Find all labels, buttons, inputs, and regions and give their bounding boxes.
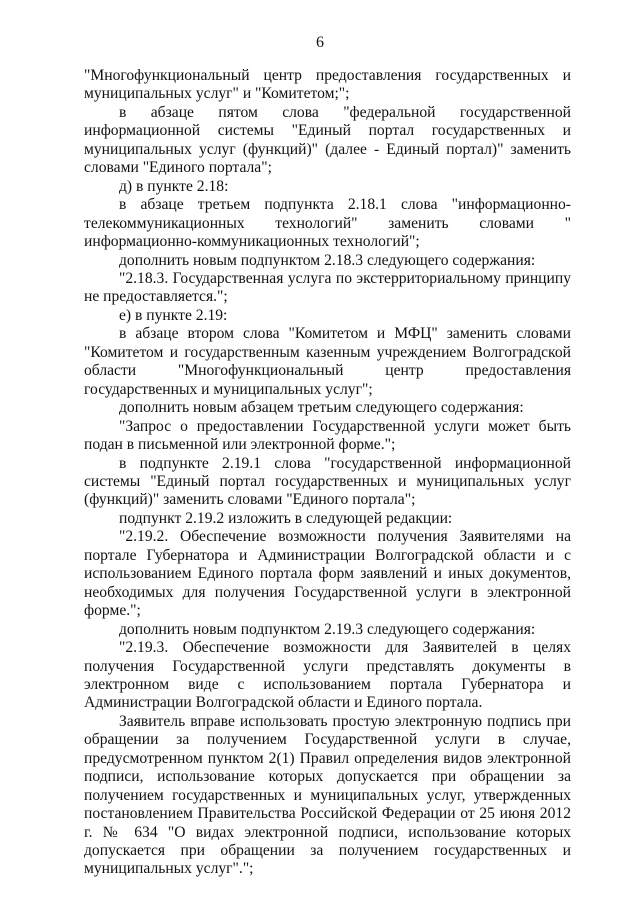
- paragraph-1: "Многофункциональный центр предоставления государственных и муниципальных услуг" и "Комитетом;";: [84, 67, 571, 103]
- paragraph-16: Заявитель вправе использовать простую электронную подпись при обращении за получением Государственной услуги в случае, предусмотренном пунктом 2(1) Правил определения видов электронной подписи, использование которых допускается при обращении за получением государственных и муниципальных услуг, утвержденных постановлением Правительства Российской Федерации от 25 июня 2012 г. № 634 "О видах электронной подписи, использование которых допускается при обращении за получением государственных и муниципальных услуг".";: [84, 712, 571, 878]
- paragraph-2: в абзаце пятом слова "федеральной государственной информационной системы "Единый портал государственных и муниципальных услуг (функций)" (далее - Единый портал)" заменить словами "Единого портала";: [84, 103, 571, 177]
- paragraph-7: е) в пункте 2.19:: [119, 306, 228, 324]
- paragraph-4: в абзаце третьем подпункта 2.18.1 слова "информационно-телекоммуникационных технологий" заменить словами " информационно-коммуникационных технологий";: [84, 196, 571, 251]
- document-body: [84, 67, 571, 879]
- paragraph-10: "Запрос о предоставлении Государственной услуги может быть подан в письменной или электронной форме.";: [84, 417, 571, 454]
- paragraph-6: "2.18.3. Государственная услуга по экстерриториальному принципу не предоставляется.";: [84, 269, 571, 306]
- paragraph-8: в абзаце втором слова "Комитетом и МФЦ" заменить словами "Комитетом и государственным казенным учреждением Волгоградской области "Многофункциональный центр предоставления государственных и муниципальных услуг";: [84, 325, 571, 398]
- paragraph-3: д) в пункте 2.18:: [119, 177, 229, 195]
- paragraph-13: "2.19.2. Обеспечение возможности получения Заявителями на портале Губернатора и Администрации Волгоградской области и с использованием Единого портала форм заявлений и иных документов, необходимых для получения Государственной услуги в электронной форме.";: [84, 528, 571, 620]
- page-number: 6: [316, 34, 324, 51]
- paragraph-11: в подпункте 2.19.1 слова "государственной информационной системы "Единый портал государственных и муниципальных услуг (функций)" заменить словами "Единого портала";: [84, 454, 571, 509]
- paragraph-12: подпункт 2.19.2 изложить в следующей редакции:: [119, 509, 453, 527]
- paragraph-14: дополнить новым подпунктом 2.19.3 следующего содержания:: [119, 620, 536, 638]
- paragraph-15: "2.19.3. Обеспечение возможности для Заявителей в целях получения Государственной услуги представлять документы в электронном виде с использованием портала Губернатора и Администрации Волгоградской области и Единого портала.: [84, 639, 571, 712]
- paragraph-5: дополнить новым подпунктом 2.18.3 следующего содержания:: [119, 251, 536, 269]
- paragraph-9: дополнить новым абзацем третьим следующего содержания:: [119, 399, 524, 417]
